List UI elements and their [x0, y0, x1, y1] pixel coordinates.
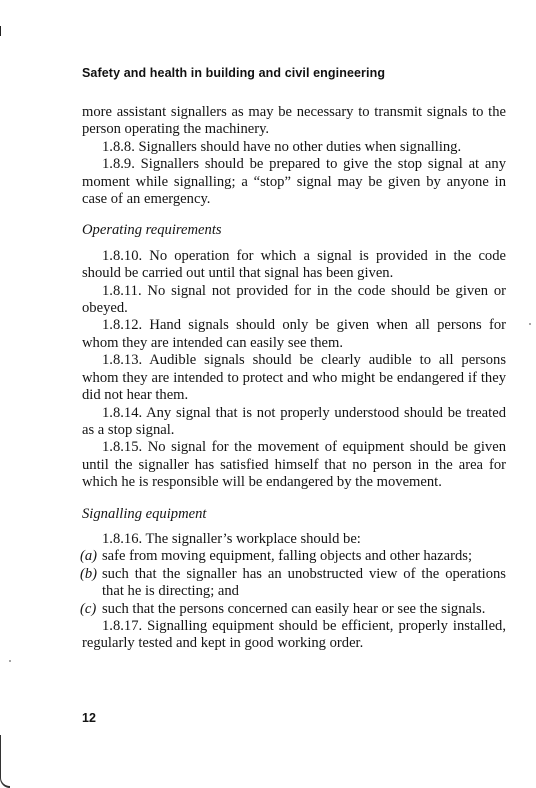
list-marker: (b)	[80, 565, 98, 582]
paragraph-1-8-8: 1.8.8. Signallers should have no other duties when signalling.	[102, 138, 462, 155]
scan-speck	[9, 660, 11, 662]
paragraph-1-8-17: 1.8.17. Signalling equipment should be efficient, properly installed, regularly tested and kept in good working order.	[82, 617, 506, 652]
page-number: 12	[82, 711, 96, 725]
list-marker: (c)	[80, 600, 97, 617]
section-heading-operating-requirements: Operating requirements	[82, 222, 222, 239]
paragraph-1-8-9: 1.8.9. Signallers should be prepared to give the stop signal at any moment while signalling; a “stop” signal may be given by anyone in case of an emergency.	[82, 156, 506, 208]
paragraph-1-8-13: 1.8.13. Audible signals should be clearly audible to all persons whom they are intended to protect and who might be endangered if they did not hear them.	[82, 352, 506, 404]
page-corner-mark	[0, 735, 10, 788]
list-item	[82, 601, 506, 618]
list-item-text: safe from moving equipment, falling objects and other hazards;	[102, 548, 473, 565]
paragraph-1-8-10: 1.8.10. No operation for which a signal is provided in the code should be carried out until that signal has been given.	[82, 247, 506, 282]
list-item	[82, 548, 506, 565]
page-edge-mark	[0, 26, 1, 36]
running-head: Safety and health in building and civil engineering	[82, 66, 386, 80]
scan-speck	[529, 323, 531, 325]
list-item	[82, 566, 506, 601]
paragraph-1-8-14: 1.8.14. Any signal that is not properly understood should be treated as a stop signal.	[82, 404, 506, 438]
list-item-text: such that the persons concerned can easily hear or see the signals.	[102, 600, 486, 617]
paragraph-1-8-11: 1.8.11. No signal not provided for in the code should be given or obeyed.	[82, 282, 506, 317]
list-marker: (a)	[80, 548, 98, 565]
paragraph-1-8-15: 1.8.15. No signal for the movement of equipment should be given until the signaller has satisfied himself that no person in the area for which he is responsible will be endangered by the movement.	[82, 439, 506, 491]
list-item-text: such that the signaller has an unobstructed view of the operations that he is directing; and	[102, 565, 506, 600]
paragraph-1-8-12: 1.8.12. Hand signals should only be given when all persons for whom they are intended can easily see them.	[82, 317, 506, 351]
paragraph-continuation: more assistant signallers as may be necessary to transmit signals to the person operating the machinery.	[82, 104, 506, 138]
paragraph-1-8-16: 1.8.16. The signaller’s workplace should be:	[102, 530, 361, 547]
section-heading-signalling-equipment: Signalling equipment	[82, 505, 207, 522]
workplace-requirements-list	[82, 548, 506, 618]
body-text	[82, 104, 506, 653]
